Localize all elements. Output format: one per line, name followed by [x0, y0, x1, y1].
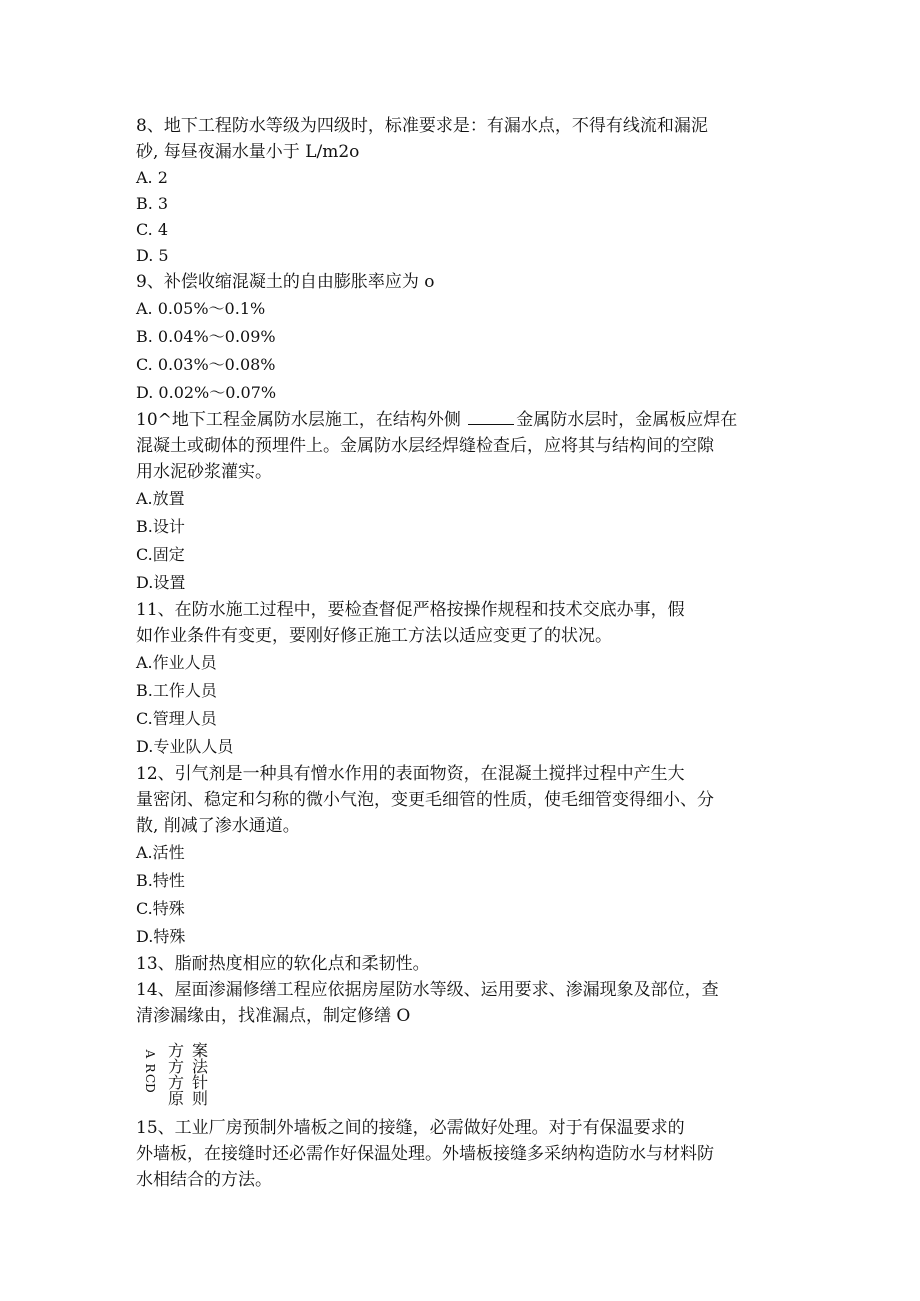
option-letter-c: CD: [143, 1074, 157, 1093]
question-13-text-line-1: 13、脂耐热度相应的软化点和柔韧性。: [136, 954, 430, 974]
question-12-option-b: B.特性: [136, 871, 185, 890]
question-14-option-letters: [142, 1047, 158, 1093]
question-10-option-c: C.固定: [136, 545, 185, 564]
question-10-text-before-blank: 10^地下工程金属防水层施工，在结构外侧: [136, 410, 467, 430]
question-12: [136, 761, 786, 951]
question-9-text-line-1: 9、补偿收缩混凝土的自由膨胀率应为 o: [136, 272, 435, 292]
question-12-option-a: A.活性: [136, 843, 185, 862]
question-11-option-d: D.专业队人员: [136, 737, 234, 756]
question-11-text-line-1: 11、在防水施工过程中，要检查督促严格按操作规程和技术交底办事，假: [136, 600, 685, 620]
question-14-option-word-1: 方案: [168, 1041, 217, 1060]
question-12-option-c: C.特殊: [136, 899, 185, 918]
question-15: [136, 1115, 786, 1193]
question-10: [136, 407, 786, 597]
question-10-text-line-1: [136, 407, 786, 433]
question-8-option-d: D. 5: [136, 246, 169, 265]
question-9: [136, 269, 786, 407]
question-9-option-c: C. 0.03%～0.08%: [136, 355, 276, 374]
question-10-text-after-blank: 金属防水层时，金属板应焊在: [516, 410, 738, 430]
question-10-text-line-3: 用水泥砂浆灌实。: [136, 462, 272, 482]
question-14-text-line-2: 清渗漏缘由，找准漏点，制定修缮 O: [136, 1006, 411, 1026]
question-14-option-word-2: 方法: [168, 1057, 217, 1076]
question-13: [136, 951, 786, 977]
question-12-text-line-2: 量密闭、稳定和匀称的微小气泡，变更毛细管的性质，使毛细管变得细小、分: [136, 790, 714, 810]
question-14: [136, 977, 786, 1109]
question-11-option-c: C.管理人员: [136, 709, 217, 728]
question-12-option-d: D.特殊: [136, 927, 186, 946]
question-12-text-line-3: 散, 削减了渗水通道。: [136, 816, 300, 836]
question-11: [136, 597, 786, 761]
question-8-text-line-1: 8、地下工程防水等级为四级时，标准要求是：有漏水点，不得有线流和漏泥: [136, 116, 708, 136]
question-11-option-a: A.作业人员: [136, 653, 217, 672]
question-15-text-line-1: 15、工业厂房预制外墙板之间的接缝，必需做好处理。对于有保温要求的: [136, 1118, 685, 1138]
question-14-option-word-4: 原则: [168, 1089, 217, 1108]
question-14-option-words: [168, 1043, 216, 1107]
question-14-text-line-1: 14、屋面渗漏修缮工程应依据房屋防水等级、运用要求、渗漏现象及部位，查: [136, 980, 719, 1000]
question-8-text-line-2: 砂, 每昼夜漏水量小于 L/m2o: [136, 142, 360, 162]
question-15-text-line-2: 外墙板，在接缝时还必需作好保温处理。外墙板接缝多采纳构造防水与材料防: [136, 1144, 714, 1164]
question-8-option-c: C. 4: [136, 220, 169, 239]
document-page: [136, 113, 786, 1193]
question-11-option-b: B.工作人员: [136, 681, 217, 700]
question-14-options: [136, 1043, 786, 1109]
question-10-option-b: B.设计: [136, 517, 185, 536]
question-11-text-line-2: 如作业条件有变更，要刚好修正施工方法以适应变更了的状况。: [136, 626, 612, 646]
question-10-option-a: A.放置: [136, 489, 185, 508]
question-14-option-word-3: 方针: [168, 1073, 217, 1092]
question-9-option-b: B. 0.04%～0.09%: [136, 327, 276, 346]
fill-in-blank: [468, 410, 514, 425]
question-8-option-a: A. 2: [136, 168, 168, 187]
option-letter-b: R: [143, 1063, 157, 1073]
question-15-text-line-3: 水相结合的方法。: [136, 1170, 272, 1190]
question-8: [136, 113, 786, 269]
question-10-option-d: D.设置: [136, 573, 186, 592]
question-12-text-line-1: 12、引气剂是一种具有憎水作用的表面物资，在混凝土搅拌过程中产生大: [136, 764, 685, 784]
question-8-option-b: B. 3: [136, 194, 169, 213]
question-9-option-a: A. 0.05%～0.1%: [136, 299, 266, 318]
question-10-text-line-2: 混凝土或砌体的预埋件上。金属防水层经焊缝检查后，应将其与结构间的空隙: [136, 436, 714, 456]
option-letter-a: A: [143, 1049, 157, 1059]
question-9-option-d: D. 0.02%～0.07%: [136, 383, 277, 402]
